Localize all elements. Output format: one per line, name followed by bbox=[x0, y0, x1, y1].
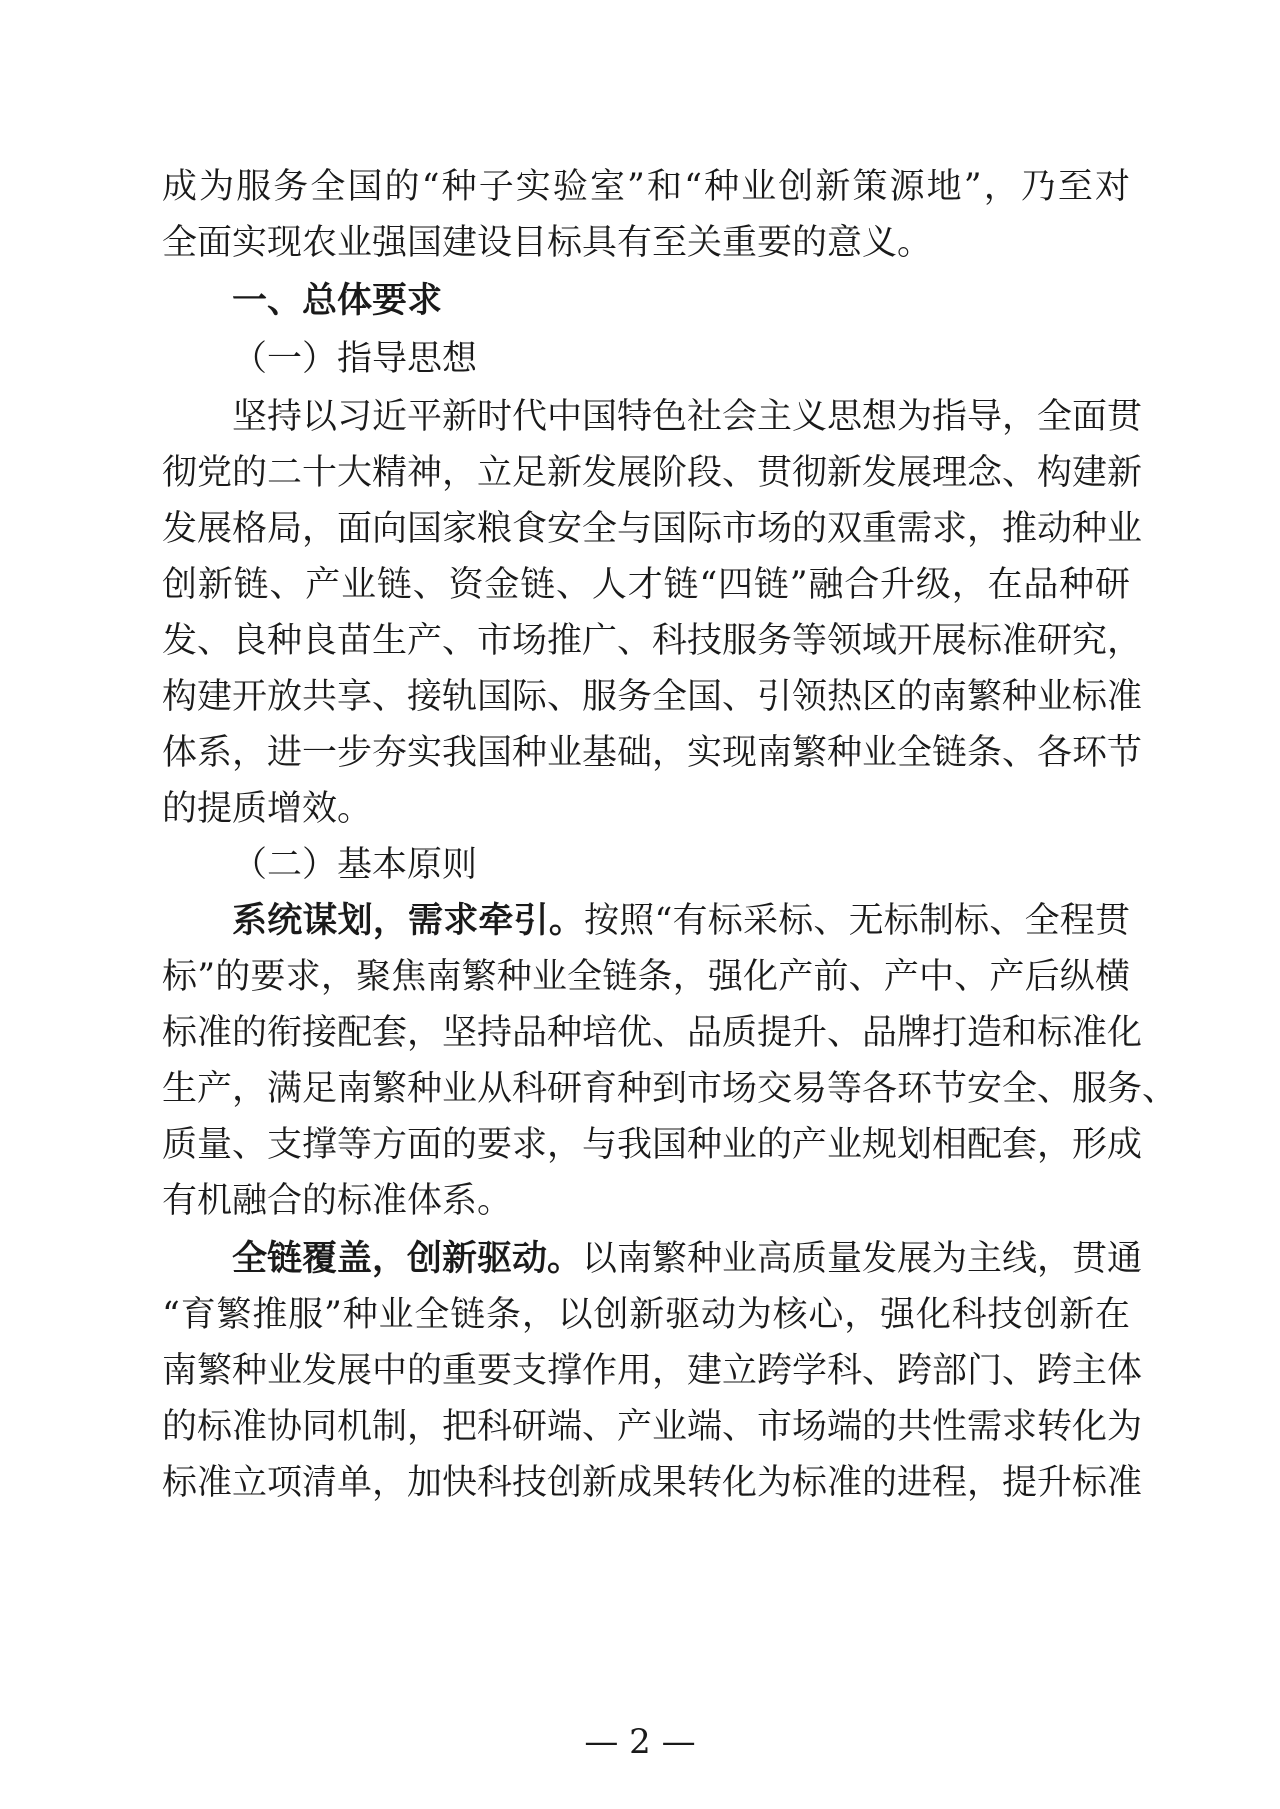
paragraph-line: “育繁推服”种业全链条，以创新驱动为核心，强化科技创新在 bbox=[162, 1295, 1130, 1335]
paragraph-line: 成为服务全国的“种子实验室”和“种业创新策源地”，乃至对 bbox=[162, 167, 1130, 207]
paragraph-line: 体系，进一步夯实我国种业基础，实现南繁种业全链条、各环节 bbox=[162, 733, 1143, 773]
paragraph-line bbox=[232, 1238, 1143, 1280]
page-number: — 2 — bbox=[584, 1722, 696, 1762]
principle-title: 系统谋划，需求牵引。 bbox=[232, 901, 585, 941]
principle-title: 全链覆盖，创新驱动。 bbox=[232, 1239, 583, 1279]
paragraph-line: 坚持以习近平新时代中国特色社会主义思想为指导，全面贯 bbox=[232, 397, 1143, 437]
paragraph-line: 发展格局，面向国家粮食安全与国际市场的双重需求，推动种业 bbox=[162, 509, 1143, 549]
paragraph-line: 南繁种业发展中的重要支撑作用，建立跨学科、跨部门、跨主体 bbox=[162, 1351, 1143, 1391]
subsection-heading: （二）基本原则 bbox=[232, 845, 478, 885]
subsection-heading: （一）指导思想 bbox=[232, 339, 478, 379]
paragraph-line: 的标准协同机制，把科研端、产业端、市场端的共性需求转化为 bbox=[162, 1407, 1143, 1447]
paragraph-line: 彻党的二十大精神，立足新发展阶段、贯彻新发展理念、构建新 bbox=[162, 453, 1143, 493]
section-heading: 一、总体要求 bbox=[232, 281, 443, 321]
paragraph-line: 质量、支撑等方面的要求，与我国种业的产业规划相配套，形成 bbox=[162, 1125, 1143, 1165]
paragraph-line: 全面实现农业强国建设目标具有至关重要的意义。 bbox=[162, 223, 933, 263]
paragraph-line: 标准立项清单，加快科技创新成果转化为标准的进程，提升标准 bbox=[162, 1463, 1143, 1503]
paragraph-line: 构建开放共享、接轨国际、服务全国、引领热区的南繁种业标准 bbox=[162, 677, 1143, 717]
paragraph-line: 生产，满足南繁种业从科研育种到市场交易等各环节安全、服务、 bbox=[162, 1069, 1178, 1109]
paragraph-line: 创新链、产业链、资金链、人才链“四链”融合升级，在品种研 bbox=[162, 565, 1130, 605]
paragraph-line: 有机融合的标准体系。 bbox=[162, 1181, 513, 1221]
paragraph-line: 发、良种良苗生产、市场推广、科技服务等领域开展标准研究， bbox=[162, 621, 1143, 661]
paragraph-line: 标”的要求，聚焦南繁种业全链条，强化产前、产中、产后纵横 bbox=[162, 957, 1130, 997]
principle-text: 按照“有标采标、无标制标、全程贯 bbox=[584, 901, 1130, 941]
principle-text: 以南繁种业高质量发展为主线，贯通 bbox=[582, 1239, 1143, 1279]
paragraph-line bbox=[232, 900, 1130, 942]
paragraph-line: 的提质增效。 bbox=[162, 789, 373, 829]
paragraph-line: 标准的衔接配套，坚持品种培优、品质提升、品牌打造和标准化 bbox=[162, 1013, 1143, 1053]
